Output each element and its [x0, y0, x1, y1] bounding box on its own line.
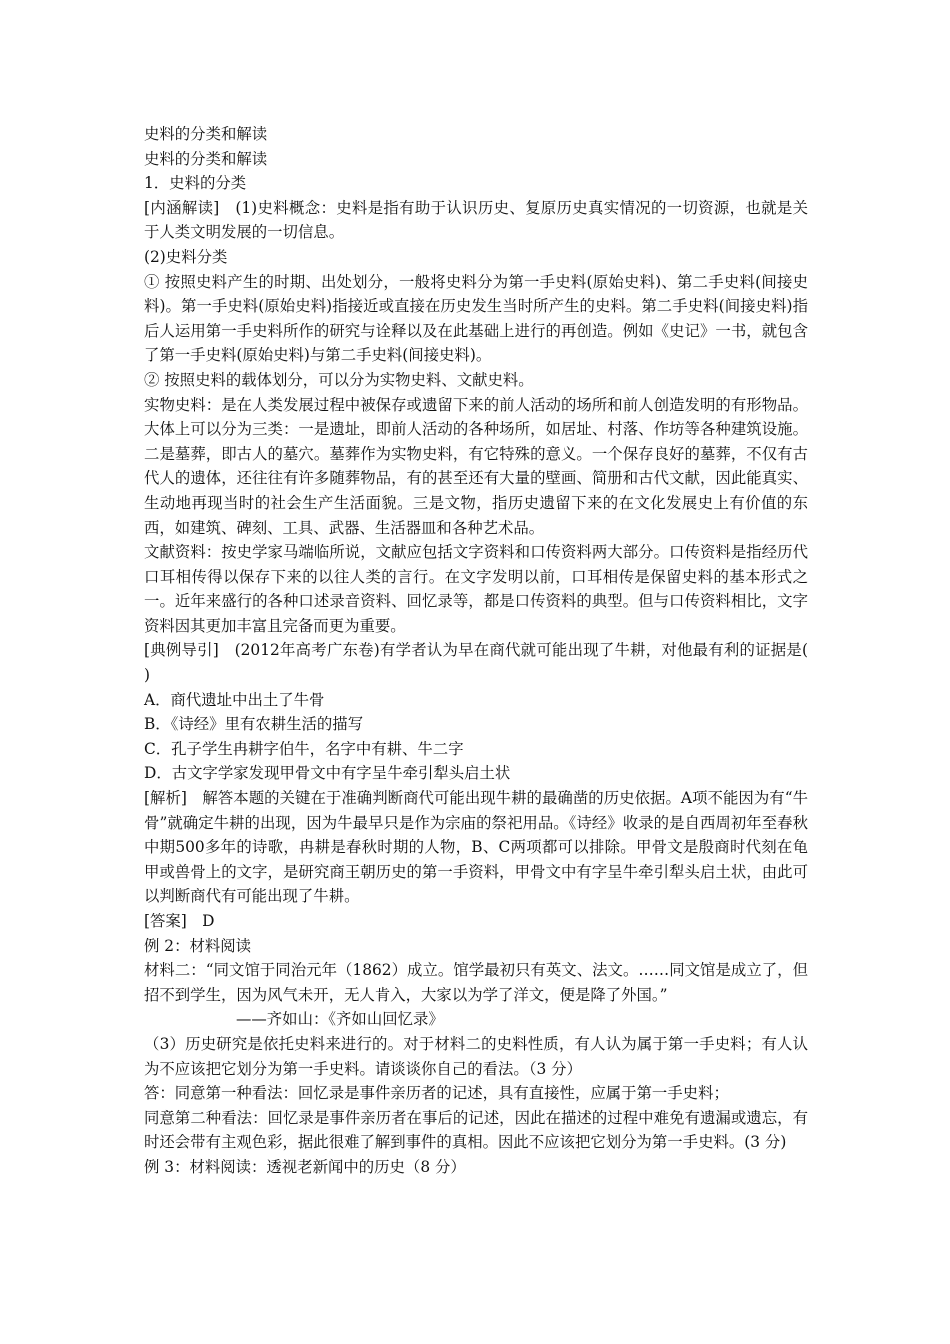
option-c: C．孔子学生冉耕字伯牛，名字中有耕、牛二字: [144, 739, 464, 758]
documentary-materials-paragraph: 文献资料：按史学家马端临所说，文献应包括文字资料和口传资料两大部分。口传资料是指经历代口耳相传得以保存下来的以往人类的言行。在文字发明以前，口耳相传是保留史料的基本形式之一。近年来盛行的各种口述录音资料、回忆录等，都是口传资料的典型。但与口传资料相比，文字资料因其更加丰富且完备而更为重要。: [144, 543, 808, 635]
material-2-source: ——齐如山：《齐如山回忆录》: [236, 1010, 444, 1029]
classification-heading: (2)史料分类: [144, 247, 228, 266]
connotation-paragraph: [内涵解读] (1)史料概念：史料是指有助于认识历史、复原历史真实情况的一切资源，也就是关于人类文明发展的一切信息。: [144, 198, 808, 242]
example-guide-question: [典例导引] (2012年高考广东卷)有学者认为早在商代就可能出现了牛耕，对他最有利的证据是( ): [144, 641, 839, 685]
answer-3-first-view: 答：同意第一种看法：回忆录是事件亲历者的记述，具有直接性，应属于第一手史料；: [144, 1084, 729, 1103]
option-a: A．商代遗址中出土了牛骨: [144, 690, 325, 709]
option-d: D．古文字学家发现甲骨文中有字呈牛牵引犁头启土状: [144, 764, 511, 783]
physical-materials-paragraph: 实物史料：是在人类发展过程中被保存或遗留下来的前人活动的场所和前人创造发明的有形物品。大体上可以分为三类：一是遗址，即前人活动的各种场所，如居址、村落、作坊等各种建筑设施。二是墓葬，即古人的墓穴。墓葬作为实物史料，有它特殊的意义。一个保存良好的墓葬，不仅有古代人的遗体，还往往有许多随葬物品，有的甚至还有大量的壁画、简册和古代文献，因此能真实、生动地再现当时的社会生产生活面貌。三是文物，指历史遗留下来的在文化发展史上有价值的东西，如建筑、碑刻、工具、武器、生活器皿和各种艺术品。: [144, 395, 808, 537]
section-heading: 1．史料的分类: [144, 174, 247, 193]
document-subtitle: 史料的分类和解读: [144, 149, 268, 168]
answer-line: [答案] D: [144, 912, 215, 930]
option-b: B．《诗经》里有农耕生活的描写: [144, 715, 364, 734]
example-3-heading: 例 3：材料阅读：透视老新闻中的历史（8 分）: [144, 1157, 466, 1176]
classification-item-2: ② 按照史料的载体划分，可以分为实物史料、文献史料。: [144, 370, 534, 389]
document-page: [144, 122, 839, 1180]
answer-3-second-view: 同意第二种看法：回忆录是事件亲历者在事后的记述，因此在描述的过程中难免有遗漏或遗忘，有时还会带有主观色彩，据此很难了解到事件的真相。因此不应该把它划分为第一手史料。(3 分): [144, 1108, 808, 1152]
document-title: 史料的分类和解读: [144, 125, 268, 143]
material-2-quote: 材料二：“同文馆于同治元年（1862）成立。馆学最初只有英文、法文。……同文馆是成立了，但招不到学生，因为风气未开，无人肯入，大家以为学了洋文，便是降了外国。”: [144, 961, 808, 1004]
question-3: （3）历史研究是依托史料来进行的。对于材料二的史料性质，有人认为属于第一手史料；有人认为不应该把它划分为第一手史料。请谈谈你自己的看法。（3 分）: [144, 1034, 808, 1078]
classification-item-1: ① 按照史料产生的时期、出处划分，一般将史料分为第一手史料(原始史料)、第二手史料(间接史料)。第一手史料(原始史料)指接近或直接在历史发生当时所产生的史料。第二手史料(间接史料)指后人运用第一手史料所作的研究与诠释以及在此基础上进行的再创造。例如《史记》一书，就包含了第一手史料(原始史料)与第二手史料(间接史料)。: [144, 272, 808, 365]
example-2-heading: 例 2：材料阅读: [144, 936, 252, 955]
analysis-paragraph: [解析] 解答本题的关键在于准确判断商代可能出现牛耕的最确凿的历史依据。A项不能因为有“牛骨”就确定牛耕的出现，因为牛最早只是作为宗庙的祭祀用品。《诗经》收录的是自西周初年至春秋中期500多年的诗歌，冉耕是春秋时期的人物，B、C两项都可以排除。甲骨文是殷商时代刻在龟甲或兽骨上的文字，是研究商王朝历史的第一手资料，甲骨文中有字呈牛牵引犁头启土状，由此可以判断商代有可能出现了牛耕。: [144, 789, 808, 906]
